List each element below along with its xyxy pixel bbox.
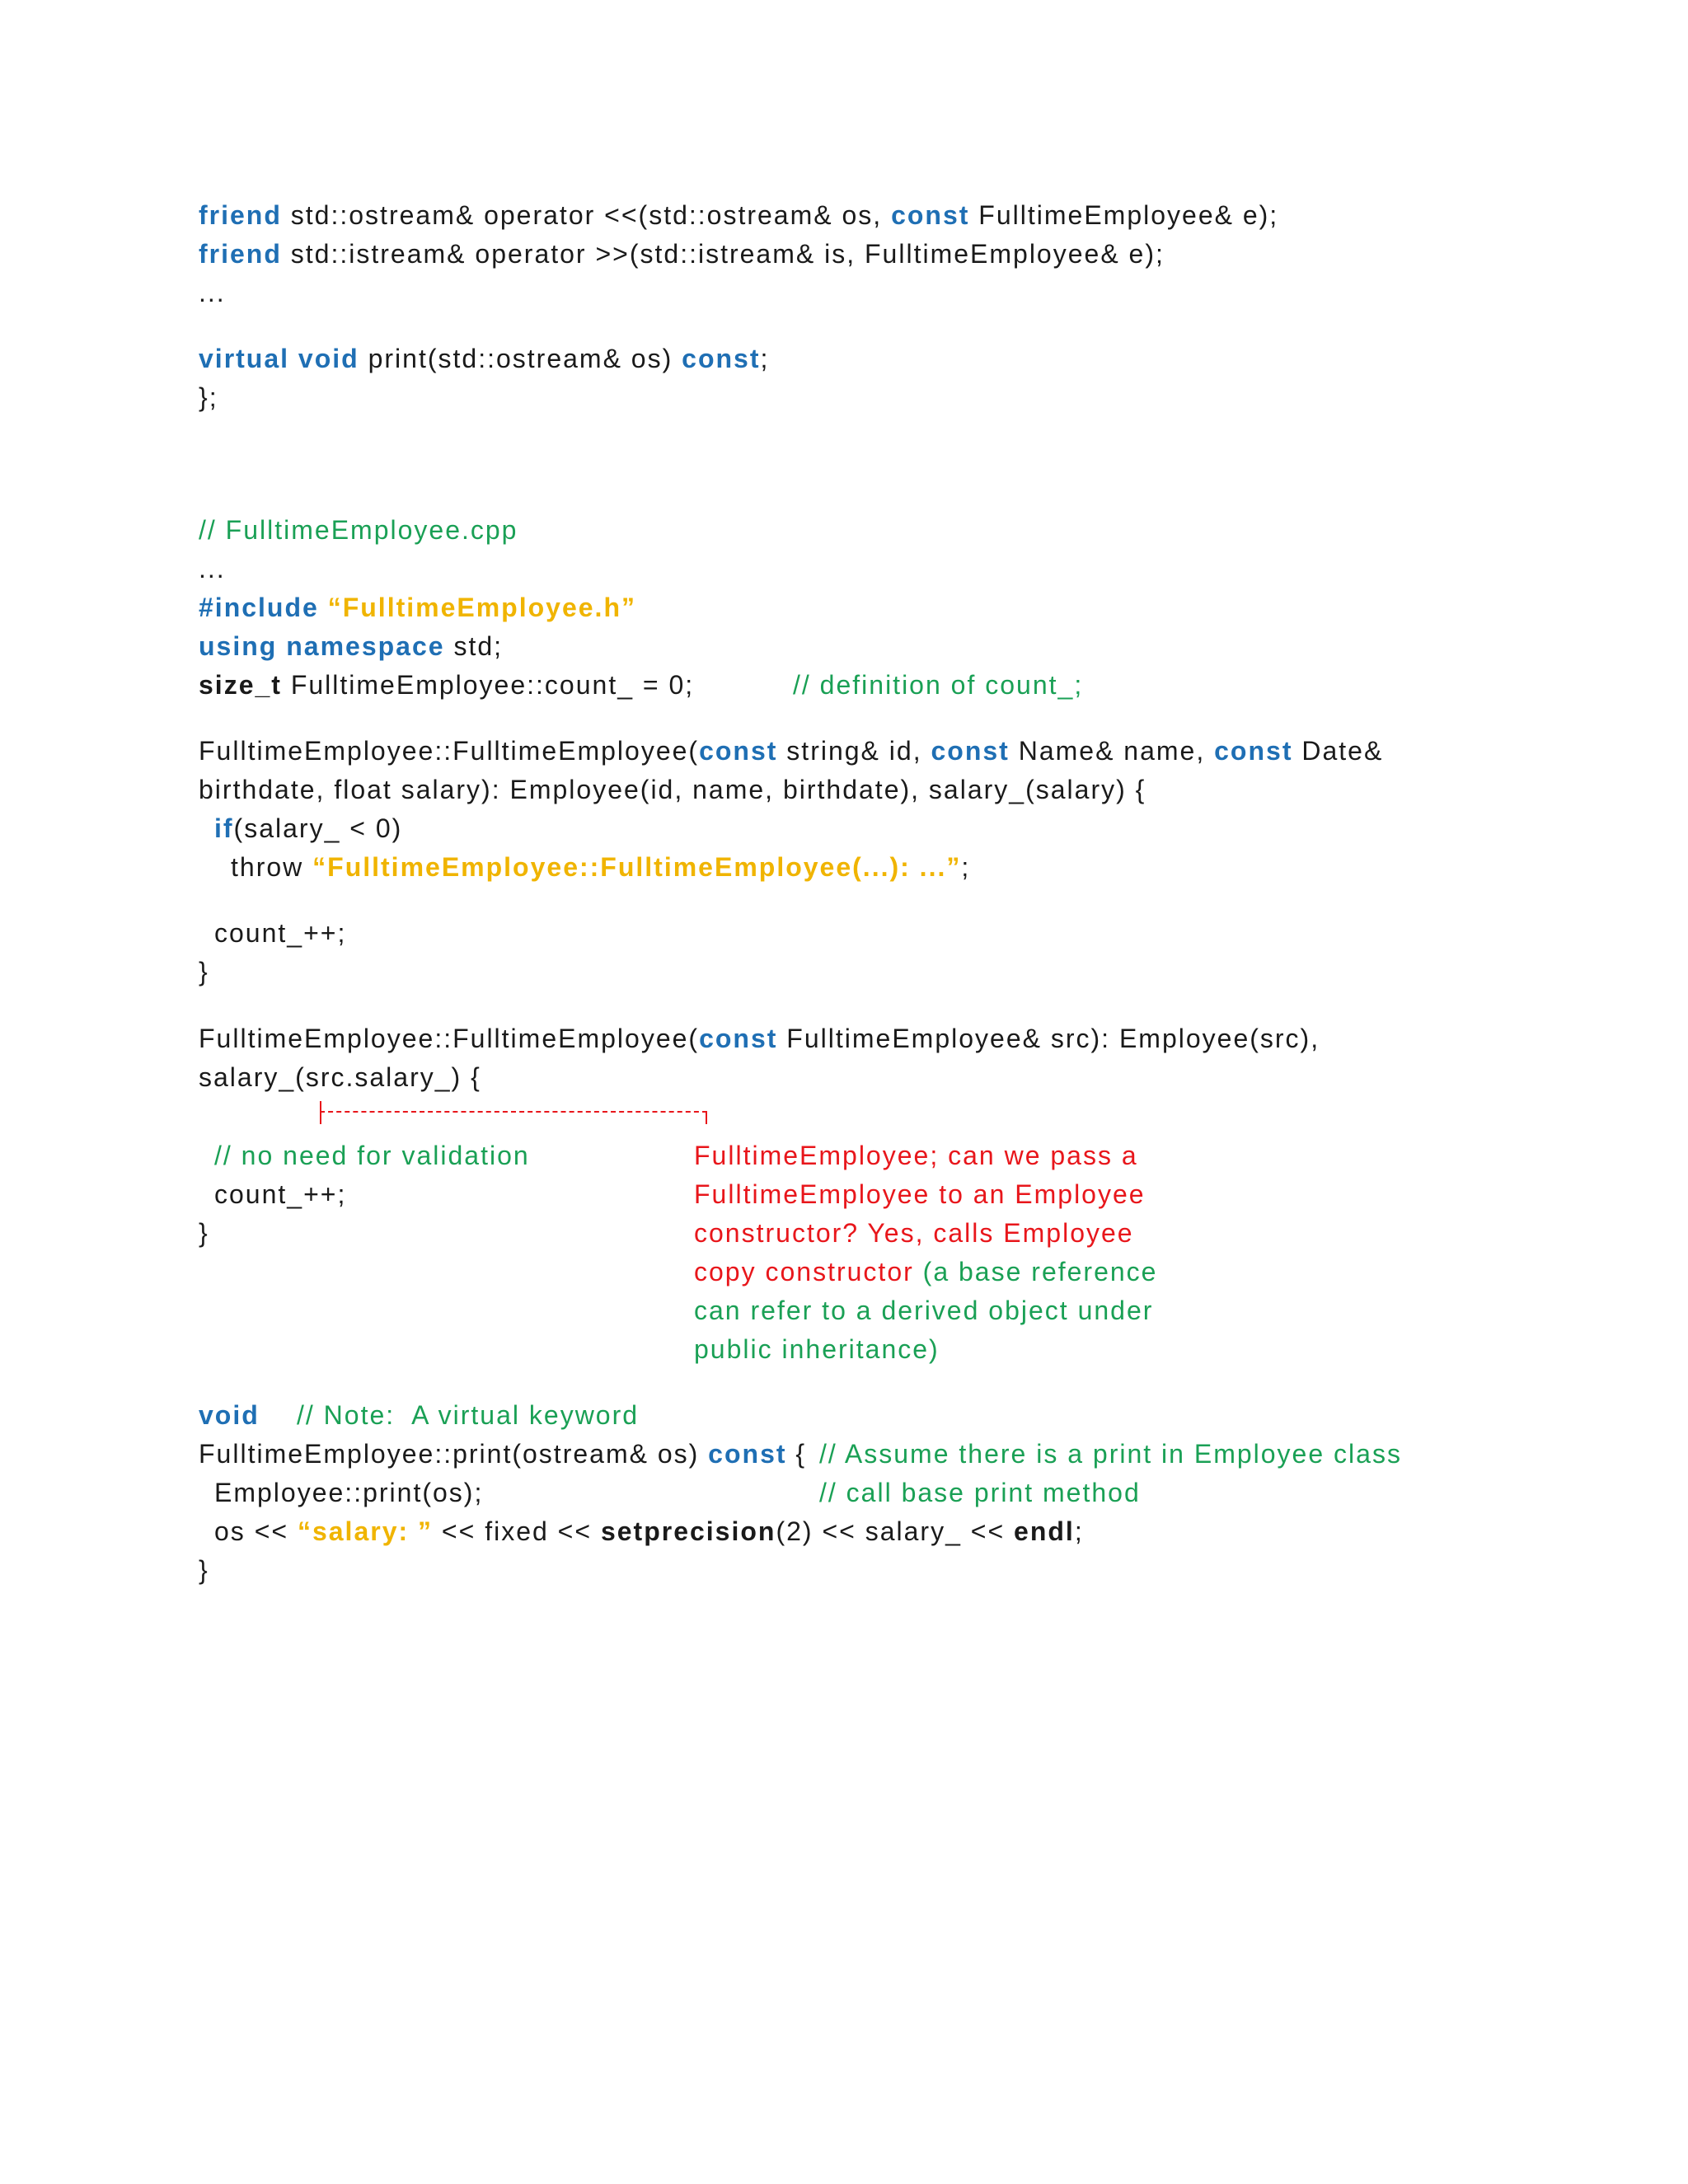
code-line-friend-istream — [199, 237, 1165, 270]
code-line-throw — [231, 851, 970, 883]
code-text: std::istream& operator >>(std::istream& is, FulltimeEmployee& e); — [281, 239, 1165, 269]
annotation-line: FulltimeEmployee to an Employee — [694, 1179, 1146, 1209]
code-comment: // Note: A virtual keyword — [297, 1400, 640, 1430]
keyword: #include — [199, 593, 319, 622]
keyword: void — [298, 344, 359, 373]
code-line-ellipsis: ... — [199, 554, 226, 583]
code-line-output — [214, 1515, 1084, 1548]
code-text: string& id, — [777, 736, 931, 766]
annotation-line: FulltimeEmployee; can we pass a — [694, 1141, 1138, 1170]
code-text: print(std::ostream& os) — [359, 344, 682, 373]
code-comment: // definition of count_; — [793, 670, 1084, 700]
code-text: ; — [961, 852, 971, 882]
code-text: FulltimeEmployee::count_ = 0; — [281, 670, 695, 700]
keyword: const — [891, 200, 970, 230]
code-line-using — [199, 630, 503, 663]
keyword: friend — [199, 200, 282, 230]
annotation-text: (a base reference — [922, 1257, 1158, 1286]
code-text: (2) << salary_ << — [776, 1516, 1015, 1546]
code-comment: // call base print method — [819, 1478, 1141, 1507]
keyword: virtual — [199, 344, 290, 373]
keyword: void — [199, 1400, 260, 1430]
keyword: const — [708, 1439, 787, 1469]
code-text: FulltimeEmployee::FulltimeEmployee( — [199, 736, 700, 766]
code-line-print-sig — [199, 1437, 806, 1470]
code-line-ctor2-sig — [199, 1022, 1320, 1055]
code-line-include — [199, 591, 636, 624]
code-text: FulltimeEmployee::print(ostream& os) — [199, 1439, 709, 1469]
code-text — [289, 344, 298, 373]
code-text: Name& name, — [1009, 736, 1215, 766]
code-line-ctor1-sig — [199, 734, 1383, 767]
code-line-ctor2-init: salary_(src.salary_) { — [199, 1062, 481, 1092]
keyword: const — [1214, 736, 1293, 766]
code-line-virtual-print — [199, 342, 769, 375]
code-line-class-end — [199, 381, 218, 414]
code-text: std::ostream& operator <<(std::ostream& os, — [281, 200, 892, 230]
code-text: ; — [1074, 1516, 1084, 1546]
annotation-line — [694, 1255, 1157, 1288]
string-literal: “FulltimeEmployee.h” — [327, 593, 636, 622]
code-line-base-print: Employee::print(os); — [214, 1478, 484, 1507]
keyword: using namespace — [199, 631, 445, 661]
code-line-count-def — [199, 668, 694, 701]
code-text: std; — [444, 631, 504, 661]
annotation-line: can refer to a derived object under — [694, 1296, 1154, 1325]
annotation-line: public inheritance) — [694, 1334, 940, 1364]
code-text: FulltimeEmployee& e); — [969, 200, 1279, 230]
code-line-count-inc: count_++; — [214, 918, 347, 948]
code-text: throw — [231, 852, 313, 882]
code-line-close-brace: } — [199, 957, 209, 987]
code-text: ; — [760, 344, 770, 373]
code-line-ctor1-init: birthdate, float salary): Employee(id, name, birthdate), salary_(salary) { — [199, 775, 1146, 804]
code-comment: // no need for validation — [214, 1141, 530, 1170]
code-text: (salary_ < 0) — [233, 813, 403, 843]
code-line-void — [199, 1399, 260, 1432]
keyword: const — [931, 736, 1010, 766]
annotation-text: copy constructor — [694, 1257, 923, 1286]
code-text: FulltimeEmployee& src): Employee(src), — [777, 1024, 1320, 1053]
function-name: endl — [1014, 1516, 1075, 1546]
file-comment: // FulltimeEmployee.cpp — [199, 515, 518, 545]
code-line-if — [214, 812, 402, 845]
function-name: setprecision — [600, 1516, 776, 1546]
code-line-friend-ostream — [199, 199, 1278, 232]
keyword: if — [214, 813, 234, 843]
keyword: friend — [199, 239, 282, 269]
annotation-connector — [320, 1111, 707, 1124]
code-line-close-brace: } — [199, 1218, 209, 1248]
string-literal: “salary: ” — [297, 1516, 434, 1546]
code-text: ... — [199, 278, 226, 307]
annotation-line: constructor? Yes, calls Employee — [694, 1218, 1134, 1248]
code-text: Date& — [1292, 736, 1384, 766]
string-literal: “FulltimeEmployee::FulltimeEmployee(...): ...” — [312, 852, 962, 882]
code-text: { — [786, 1439, 807, 1469]
keyword: const — [699, 736, 778, 766]
keyword: const — [699, 1024, 778, 1053]
code-text: os << — [214, 1516, 298, 1546]
code-line-close-brace: } — [199, 1555, 209, 1585]
keyword: const — [682, 344, 761, 373]
code-text: FulltimeEmployee::FulltimeEmployee( — [199, 1024, 700, 1053]
type-keyword: size_t — [199, 670, 282, 700]
code-comment: // Assume there is a print in Employee class — [819, 1439, 1402, 1469]
code-line-ellipsis — [199, 276, 226, 309]
code-text: << fixed << — [433, 1516, 601, 1546]
code-text: }; — [199, 382, 218, 412]
code-line-count-inc: count_++; — [214, 1179, 347, 1209]
